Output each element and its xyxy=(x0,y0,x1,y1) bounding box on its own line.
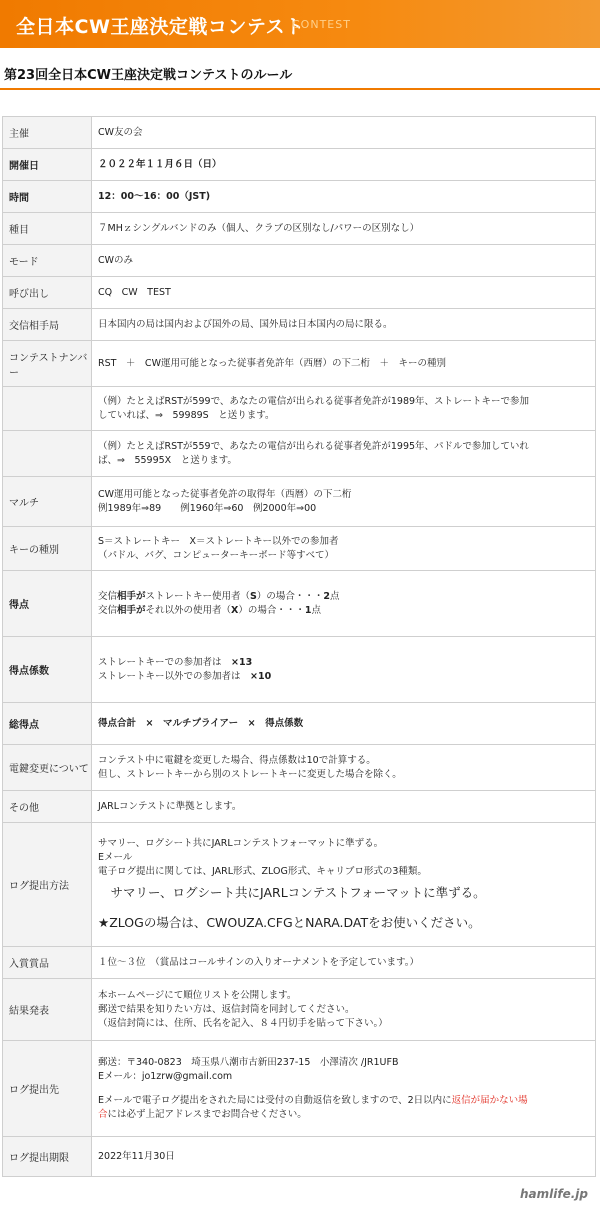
row-value xyxy=(92,477,596,527)
row-organizer xyxy=(3,117,596,149)
example-line: していれば、⇒ 59989S と送ります。 xyxy=(98,409,275,421)
banner-title: 全日本CW王座決定戦コンテスト xyxy=(16,16,305,38)
row-value: ２０２２年１１月６日（日） xyxy=(92,149,596,181)
keychange-line: 但し、ストレートキーから別のストレートキーに変更した場合を除く。 xyxy=(98,768,402,780)
coef-line-1: ストレートキーでの参加者は ×13 xyxy=(98,656,253,668)
row-call xyxy=(3,277,596,309)
row-log-method xyxy=(3,823,596,947)
row-value: 日本国内の局は国内および国外の局、国外局は日本国内の局に限る。 xyxy=(92,309,596,341)
logmethod-line: ★ZLOGの場合は、CWOUZA.CFGとNARA.DATをお使いください。 xyxy=(98,914,481,930)
row-label: コンテストナンバー xyxy=(3,341,92,387)
row-key-type xyxy=(3,527,596,571)
row-label: モード xyxy=(3,245,92,277)
row-value xyxy=(92,1041,596,1137)
row-label: 呼び出し xyxy=(3,277,92,309)
results-line: （返信封筒には、住所、氏名を記入、８４円切手を貼って下さい。） xyxy=(98,1017,388,1029)
banner-subtitle: CONTEST xyxy=(292,18,351,31)
row-other xyxy=(3,791,596,823)
row-partner xyxy=(3,309,596,341)
row-value xyxy=(92,745,596,791)
keytype-line: S＝ストレートキー X＝ストレートキー以外での参加者 xyxy=(98,535,339,547)
watermark-logo: hamlife.jp xyxy=(520,1187,588,1201)
row-label: 開催日 xyxy=(3,149,92,181)
row-label: 得点 xyxy=(3,571,92,637)
row-value: JARLコンテストに準拠とします。 xyxy=(92,791,596,823)
row-value xyxy=(92,571,596,637)
row-multi xyxy=(3,477,596,527)
row-value: 12：00〜16：00（JST) xyxy=(92,181,596,213)
logdest-address: 郵送：〒340-0823 埼玉県八潮市古新田237-15 小澤清次 /JR1UFB xyxy=(98,1056,399,1068)
row-results xyxy=(3,979,596,1041)
row-value xyxy=(92,431,596,477)
row-label: 電鍵変更について xyxy=(3,745,92,791)
row-value: RST ＋ CW運用可能となった従事者免許年（西暦）の下二桁 ＋ キーの種別 xyxy=(92,341,596,387)
row-score-coefficient xyxy=(3,637,596,703)
row-value xyxy=(92,527,596,571)
logdest-note: Eメールで電子ログ提出をされた局には受付の自動返信を致しますので、2日以内に返信が届かない場 xyxy=(98,1094,528,1106)
row-value: 得点合計 × マルチプライアー × 得点係数 xyxy=(92,703,596,745)
row-label: ログ提出期限 xyxy=(3,1137,92,1177)
results-line: 郵送で結果を知りたい方は、返信封筒を同封してください。 xyxy=(98,1003,355,1015)
row-label: 交信相手局 xyxy=(3,309,92,341)
logdest-note: 合には必ず上記アドレスまでお問合せください。 xyxy=(98,1108,307,1120)
row-value xyxy=(92,979,596,1041)
row-example-1 xyxy=(3,387,596,431)
row-example-2 xyxy=(3,431,596,477)
row-category xyxy=(3,213,596,245)
row-label: キーの種別 xyxy=(3,527,92,571)
page-title: 第23回全日本CW王座決定戦コンテストのルール xyxy=(4,68,293,83)
row-value: CQ CW TEST xyxy=(92,277,596,309)
row-value xyxy=(92,387,596,431)
row-value xyxy=(92,637,596,703)
row-value xyxy=(92,823,596,947)
row-label: 得点係数 xyxy=(3,637,92,703)
row-label: 入賞賞品 xyxy=(3,947,92,979)
row-label: ログ提出先 xyxy=(3,1041,92,1137)
rules-table xyxy=(2,116,596,1177)
row-label-empty xyxy=(3,431,92,477)
logmethod-line: サマリー、ログシート共にJARLコンテストフォーマットに準ずる。 xyxy=(98,884,486,900)
row-value: ７MHｚシングルバンドのみ（個人、クラブの区別なし/パワーの区別なし） xyxy=(92,213,596,245)
row-label: 総得点 xyxy=(3,703,92,745)
multi-line: CW運用可能となった従事者免許の取得年（西暦）の下二桁 xyxy=(98,488,352,500)
heading-divider xyxy=(0,88,600,90)
row-value: １位〜３位 （賞品はコールサインの入りオーナメントを予定しています。） xyxy=(92,947,596,979)
example-line: （例）たとえばRSTが599で、あなたの電信が出られる従事者免許が1989年、ストレートキーで参加 xyxy=(98,395,530,407)
row-value: CW友の会 xyxy=(92,117,596,149)
keychange-line: コンテスト中に電鍵を変更した場合、得点係数は10で計算する。 xyxy=(98,754,376,766)
example-line: ば、⇒ 55995X と送ります。 xyxy=(98,454,237,466)
row-score xyxy=(3,571,596,637)
header-banner xyxy=(0,0,600,48)
row-time xyxy=(3,181,596,213)
row-deadline xyxy=(3,1137,596,1177)
row-contest-number xyxy=(3,341,596,387)
row-label: マルチ xyxy=(3,477,92,527)
row-label: 時間 xyxy=(3,181,92,213)
row-label: 主催 xyxy=(3,117,92,149)
row-label: 結果発表 xyxy=(3,979,92,1041)
logdest-email: Eメール：jo1zrw@gmail.com xyxy=(98,1070,233,1082)
row-mode xyxy=(3,245,596,277)
row-prize xyxy=(3,947,596,979)
row-label-empty xyxy=(3,387,92,431)
logmethod-line: Eメール xyxy=(98,851,133,863)
row-value: 2022年11月30日 xyxy=(92,1137,596,1177)
results-line: 本ホームページにて順位リストを公開します。 xyxy=(98,989,297,1001)
multi-line: 例1989年⇒89 例1960年⇒60 例2000年⇒00 xyxy=(98,502,317,514)
row-label: 種目 xyxy=(3,213,92,245)
row-label: ログ提出方法 xyxy=(3,823,92,947)
score-line-2: 交信相手がそれ以外の使用者（X）の場合・・・1点 xyxy=(98,604,322,616)
row-value: CWのみ xyxy=(92,245,596,277)
coef-line-2: ストレートキー以外での参加者は ×10 xyxy=(98,670,272,682)
row-date xyxy=(3,149,596,181)
keytype-line: （パドル、バグ、コンピューターキーボード等すべて） xyxy=(98,549,334,561)
row-label: その他 xyxy=(3,791,92,823)
example-line: （例）たとえばRSTが559で、あなたの電信が出られる従事者免許が1995年、パドルで参加していれ xyxy=(98,440,529,452)
row-log-destination xyxy=(3,1041,596,1137)
logmethod-line: サマリー、ログシート共にJARLコンテストフォーマットに準ずる。 xyxy=(98,837,384,849)
row-key-change xyxy=(3,745,596,791)
row-total-score xyxy=(3,703,596,745)
logmethod-line: 電子ログ提出に関しては、JARL形式、ZLOG形式、キャリブロ形式の3種類。 xyxy=(98,865,427,877)
score-line-1: 交信相手がストレートキー使用者（S）の場合・・・2点 xyxy=(98,590,340,602)
